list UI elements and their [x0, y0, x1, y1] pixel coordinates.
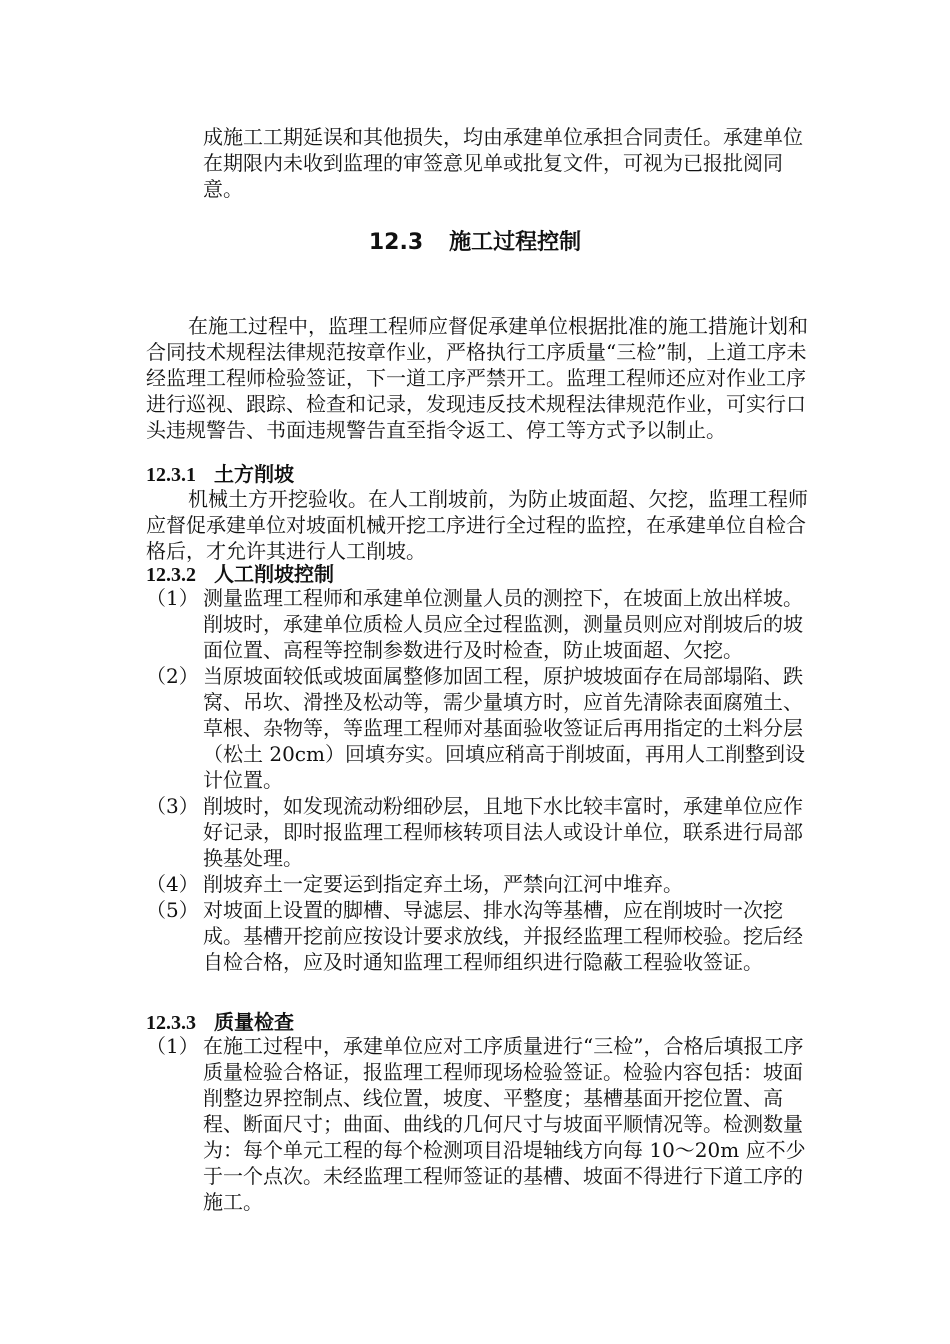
continuation-paragraph: 成施工工期延误和其他损失，均由承建单位承担合同责任。承建单位在期限内未收到监理的审签意见单或批复文件，可视为已报批阅同意。	[203, 125, 803, 201]
list-item	[146, 793, 812, 871]
list-item-text: 削坡弃土一定要运到指定弃土场，严禁向江河中堆弃。	[203, 872, 683, 896]
list-item-text: 当原坡面较低或坡面属整修加固工程，原护坡坡面存在局部塌陷、跌窝、吊坎、滑挫及松动等，需少量填方时，应首先清除表面腐殖土、草根、杂物等，等监理工程师对基面验收签证后再用指定的土料分层（松土 20cm）回填夯实。回填应稍高于削坡面，再用人工削整到设计位置。	[203, 664, 805, 792]
list-item	[146, 897, 812, 975]
subsection-1-paragraph: 机械土方开挖验收。在人工削坡前，为防止坡面超、欠挖，监理工程师应督促承建单位对坡面机械开挖工序进行全过程的监控，在承建单位自检合格后，才允许其进行人工削坡。	[146, 487, 808, 563]
subsection-heading-1	[146, 461, 294, 488]
list-item-text: 测量监理工程师和承建单位测量人员的测控下，在坡面上放出样坡。削坡时，承建单位质检人员应全过程监测，测量员则应对削坡后的坡面位置、高程等控制参数进行及时检查，防止坡面超、欠挖。	[203, 586, 803, 662]
subsection-number: 12.3.3	[146, 1012, 196, 1034]
section-number: 12.3	[368, 230, 424, 255]
subsection-title: 土方削坡	[214, 462, 294, 486]
list-marker: （4）	[146, 872, 199, 896]
section-title: 施工过程控制	[449, 230, 582, 255]
list-item-text: 削坡时，如发现流动粉细砂层，且地下水比较丰富时，承建单位应作好记录，即时报监理工程师核转项目法人或设计单位，联系进行局部换基处理。	[203, 794, 803, 870]
list-item-text: 在施工过程中，承建单位应对工序质量进行“三检”，合格后填报工序质量检验合格证，报监理工程师现场检验签证。检验内容包括：坡面削整边界控制点、线位置，坡度、平整度；基槽基面开挖位置、高程、断面尺寸；曲面、曲线的几何尺寸与坡面平顺情况等。检测数量为：每个单元工程的每个检测项目沿堤轴线方向每 10～20m 应不少于一个点次。未经监理工程师签证的基槽、坡面不得进行下道工序的施工。	[203, 1034, 806, 1214]
subsection-number: 12.3.2	[146, 564, 196, 586]
list-item-text: 对坡面上设置的脚槽、导滤层、排水沟等基槽，应在削坡时一次挖成。基槽开挖前应按设计要求放线，并报经监理工程师校验。挖后经自检合格，应及时通知监理工程师组织进行隐蔽工程验收签证。	[203, 898, 803, 974]
subsection-2-list	[146, 585, 812, 975]
subsection-heading-3	[146, 1009, 294, 1036]
list-item	[146, 585, 812, 663]
subsection-heading-2	[146, 561, 334, 588]
list-item	[146, 663, 812, 793]
list-item	[146, 871, 812, 897]
list-marker: （2）	[146, 664, 199, 688]
list-marker: （1）	[146, 1034, 199, 1058]
subsection-number: 12.3.1	[146, 464, 196, 486]
list-marker: （5）	[146, 898, 199, 922]
subsection-3-list	[146, 1033, 812, 1215]
list-item	[146, 1033, 812, 1215]
list-marker: （3）	[146, 794, 199, 818]
section-heading	[0, 228, 950, 258]
subsection-title: 人工削坡控制	[214, 562, 334, 586]
list-marker: （1）	[146, 586, 199, 610]
subsection-title: 质量检查	[214, 1010, 294, 1034]
intro-paragraph: 在施工过程中，监理工程师应督促承建单位根据批准的施工措施计划和合同技术规程法律规范按章作业，严格执行工序质量“三检”制，上道工序未经监理工程师检验签证，下一道工序严禁开工。监理工程师还应对作业工序进行巡视、跟踪、检查和记录，发现违反技术规程法律规范作业，可实行口头违规警告、书面违规警告直至指令返工、停工等方式予以制止。	[146, 314, 808, 442]
